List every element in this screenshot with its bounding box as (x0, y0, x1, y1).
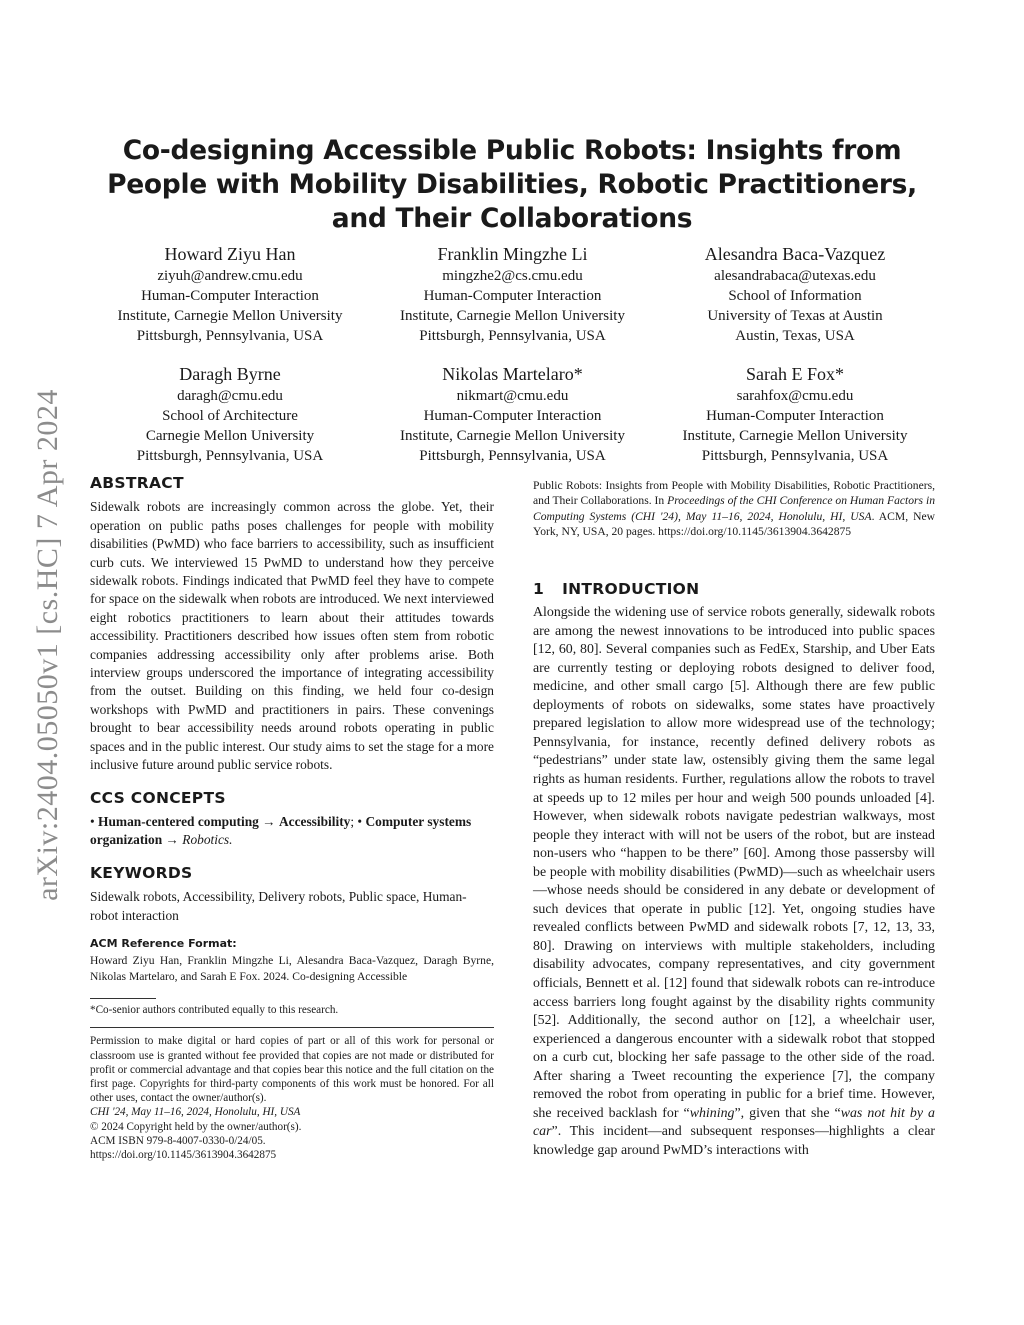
author-location: Pittsburgh, Pennsylvania, USA (136, 328, 324, 344)
ccs-term: Accessibility (278, 813, 351, 829)
author-email: sarahfox@cmu.edu (736, 388, 854, 404)
author-affiliation: University of Texas at Austin (707, 308, 883, 324)
intro-heading (533, 580, 935, 598)
author-location: Pittsburgh, Pennsylvania, USA (419, 328, 606, 344)
author-affiliation: Institute, Carnegie Mellon University (682, 428, 908, 444)
abstract-heading: ABSTRACT (90, 474, 184, 492)
author-row-2 (90, 362, 935, 466)
acm-ref-heading: ACM Reference Format: (90, 936, 237, 950)
author-card (90, 242, 370, 346)
author-name: Sarah E Fox* (746, 364, 844, 384)
section-title: INTRODUCTION (562, 579, 700, 598)
intro-text: ”. This incident—and subsequent responses—highlights a clear knowledge gap around PwMD’s interactions with (533, 1124, 935, 1158)
author-email: mingzhe2@cs.cmu.edu (442, 268, 583, 284)
footnote: *Co-senior authors contributed equally to this research. (90, 1004, 339, 1017)
ccs-separator: ; • (350, 813, 366, 829)
author-location: Pittsburgh, Pennsylvania, USA (701, 448, 889, 464)
keywords-text: Sidewalk robots, Accessibility, Delivery robots, Public space, Human-robot interaction (90, 889, 467, 923)
ref-plain: Public Robots: Insights from People with Mobility Disabilities, Robotic Practitioners, and Their Collaborations. In (533, 479, 935, 508)
intro-text: ”, given that she “ (734, 1105, 841, 1121)
permission-rule (90, 1027, 494, 1028)
acm-ref-text: Howard Ziyu Han, Franklin Mingzhe Li, Alesandra Baca-Vazquez, Daragh Byrne, Nikolas Martelaro, and Sarah E Fox. 2024. Co-designing Accessible (90, 954, 494, 983)
arxiv-stamp (22, 355, 74, 935)
left-column (90, 474, 494, 1162)
author-affiliation: Institute, Carnegie Mellon University (117, 308, 343, 324)
section-number: 1 (533, 579, 545, 598)
doi-link[interactable]: https://doi.org/10.1145/3613904.3642875 (90, 1148, 277, 1161)
author-affiliation: School of Information (728, 288, 862, 304)
ccs-bullet: • (90, 813, 99, 829)
acm-ref-continuation (533, 478, 935, 540)
intro-body (533, 604, 935, 1160)
ccs-arrow: → (162, 832, 183, 848)
author-email: daragh@cmu.edu (177, 388, 283, 404)
author-card (373, 242, 653, 346)
author-affiliation: Human-Computer Interaction (706, 408, 884, 424)
intro-text: Alongside the widening use of service robots generally, sidewalk robots are among the newest innovations to be introduced into public spaces [12, 60, 80]. Several companies such as FedEx, Starship, and Uber Eats are currently testing or deploying robots designed to deliver food, medicine, and other small cargo [5]. Although there are few public deployments of robots on sidewalks, some states have proactively prepared legislation to allow more widespread use of the technology; Pennsylvania, for instance, recently defined delivery robots as “pedestrians” under state law, ostensibly giving them the same legal rights as human residents. Further, regulations allow the robots to travel at speeds up to 12 miles per hour and weigh 500 pounds unloaded [4]. However, when sidewalk robots navigate pedestrian walkways, most people they interact with will not be users of the robot, but are instead non-users who “happen to be there” [60]. Among those passersby will be people with mobility disabilities (PwMD)—such as wheelchair users—whose needs should be considered in any debate or development of such devices that operate in public [12]. Yet, ongoing studies have revealed conflicts between PwMD and sidewalk robots [7, 12, 13, 33, 80]. Drawing on interviews with multiple stakeholders, including disability advocates, company representatives, and city government officials, Bennett et al. [12] found that sidewalk robots can re-introduce access barriers long fought against by the disability rights community [52]. Additionally, the second author on [12], a wheelchair user, experienced a dangerous encounter with a sidewalk robot that stopped on a curb cut, blocking her safe passage to the other side of the road. After sharing a Tweet recounting the experience [7], the company removed the robot from operating in public for a brief time. However, she received backlash for “ (533, 605, 935, 1121)
author-card (655, 362, 935, 466)
author-card (373, 362, 653, 466)
isbn-line: ACM ISBN 979-8-4007-0330-0/24/05. (90, 1134, 266, 1147)
author-affiliation: Carnegie Mellon University (145, 428, 315, 444)
author-location: Pittsburgh, Pennsylvania, USA (419, 448, 606, 464)
intro-quote: whining (689, 1105, 735, 1121)
ccs-arrow: → (258, 813, 279, 829)
author-name: Howard Ziyu Han (164, 244, 296, 264)
ccs-term: Computer systems organization (90, 813, 472, 848)
author-affiliation: Institute, Carnegie Mellon University (400, 308, 625, 324)
author-affiliation: School of Architecture (162, 408, 298, 424)
venue: CHI '24, May 11–16, 2024, Honolulu, HI, USA (90, 1106, 301, 1119)
permission-text: Permission to make digital or hard copies of part or all of this work for personal or classroom use is granted without fee provided that copies are not made or distributed for profit or commercial advantage and that copies bear this notice and the full citation on the first page. Copyrights for third-party components of this work must be honored. For all other uses, contact the owner/author(s). (90, 1035, 494, 1105)
author-email: nikmart@cmu.edu (456, 388, 569, 404)
intro-paragraph (533, 604, 935, 1160)
right-column (533, 478, 935, 1160)
ref-venue: Proceedings of the CHI Conference on Human Factors in Computing Systems (CHI '24), May 11–16, 2024, Honolulu, HI, USA (533, 494, 935, 523)
footnote-rule (90, 998, 156, 999)
author-affiliation: Human-Computer Interaction (423, 408, 602, 424)
ccs-heading: CCS CONCEPTS (90, 788, 226, 807)
abstract-text: Sidewalk robots are increasingly common across the globe. Yet, their operation on public paths poses challenges for people with mobility disabilities (PwMD) who face barriers to accessibility, such as insufficient curb cuts. We interviewed 15 PwMD to understand how they perceive sidewalk robots. Findings indicated that PwMD feel they have to compete for space on the sidewalk when robots are introduced. We next interviewed eight robotics practitioners to learn about their attitudes towards accessibility. Practitioners described how issues often stem from robotic companies addressing accessibility only after problems arise. Both interview groups underscored the importance of integrating accessibility from the outset. Building on this finding, we held four co-design workshops with PwMD and practitioners in pairs. These convenings brought to bear accessibility needs around robots operating in public spaces and in the public interest. Our study aims to set the stage for a more inclusive future around public service robots. (90, 499, 494, 773)
author-row-1 (90, 242, 935, 346)
author-name: Franklin Mingzhe Li (437, 244, 588, 264)
ccs-term: Human-centered computing (98, 813, 259, 829)
venue-line (90, 1105, 494, 1119)
copyright-line: © 2024 Copyright held by the owner/author(s). (90, 1120, 302, 1133)
arxiv-id: arXiv:2404.05050v1 [cs.HC] 7 Apr 2024 (31, 389, 65, 901)
author-affiliation: Human-Computer Interaction (141, 288, 319, 304)
author-name: Alesandra Baca-Vazquez (704, 244, 886, 264)
keywords-heading: KEYWORDS (90, 863, 193, 882)
ccs-concepts (90, 813, 494, 850)
paper-title: Co-designing Accessible Public Robots: Insights from People with Mobility Disabilities, Robotic Practitioners, and Their Collaborations (107, 135, 917, 234)
author-email: ziyuh@andrew.cmu.edu (157, 268, 303, 284)
author-affiliation: Human-Computer Interaction (423, 288, 602, 304)
ref-tail: . ACM, New York, NY, USA, 20 pages. https://doi.org/10.1145/3613904.3642875 (533, 509, 935, 539)
author-location: Pittsburgh, Pennsylvania, USA (136, 448, 324, 464)
author-card (90, 362, 370, 466)
author-block (90, 242, 935, 482)
ccs-term: Robotics. (182, 832, 233, 848)
author-affiliation: Institute, Carnegie Mellon University (400, 428, 625, 444)
author-card (655, 242, 935, 346)
author-email: alesandrabaca@utexas.edu (714, 268, 876, 284)
author-name: Nikolas Martelaro* (442, 364, 583, 384)
author-name: Daragh Byrne (179, 364, 281, 384)
permission-block (90, 1034, 494, 1162)
intro-quote: was not hit by a car (533, 1105, 935, 1140)
author-location: Austin, Texas, USA (735, 328, 855, 344)
